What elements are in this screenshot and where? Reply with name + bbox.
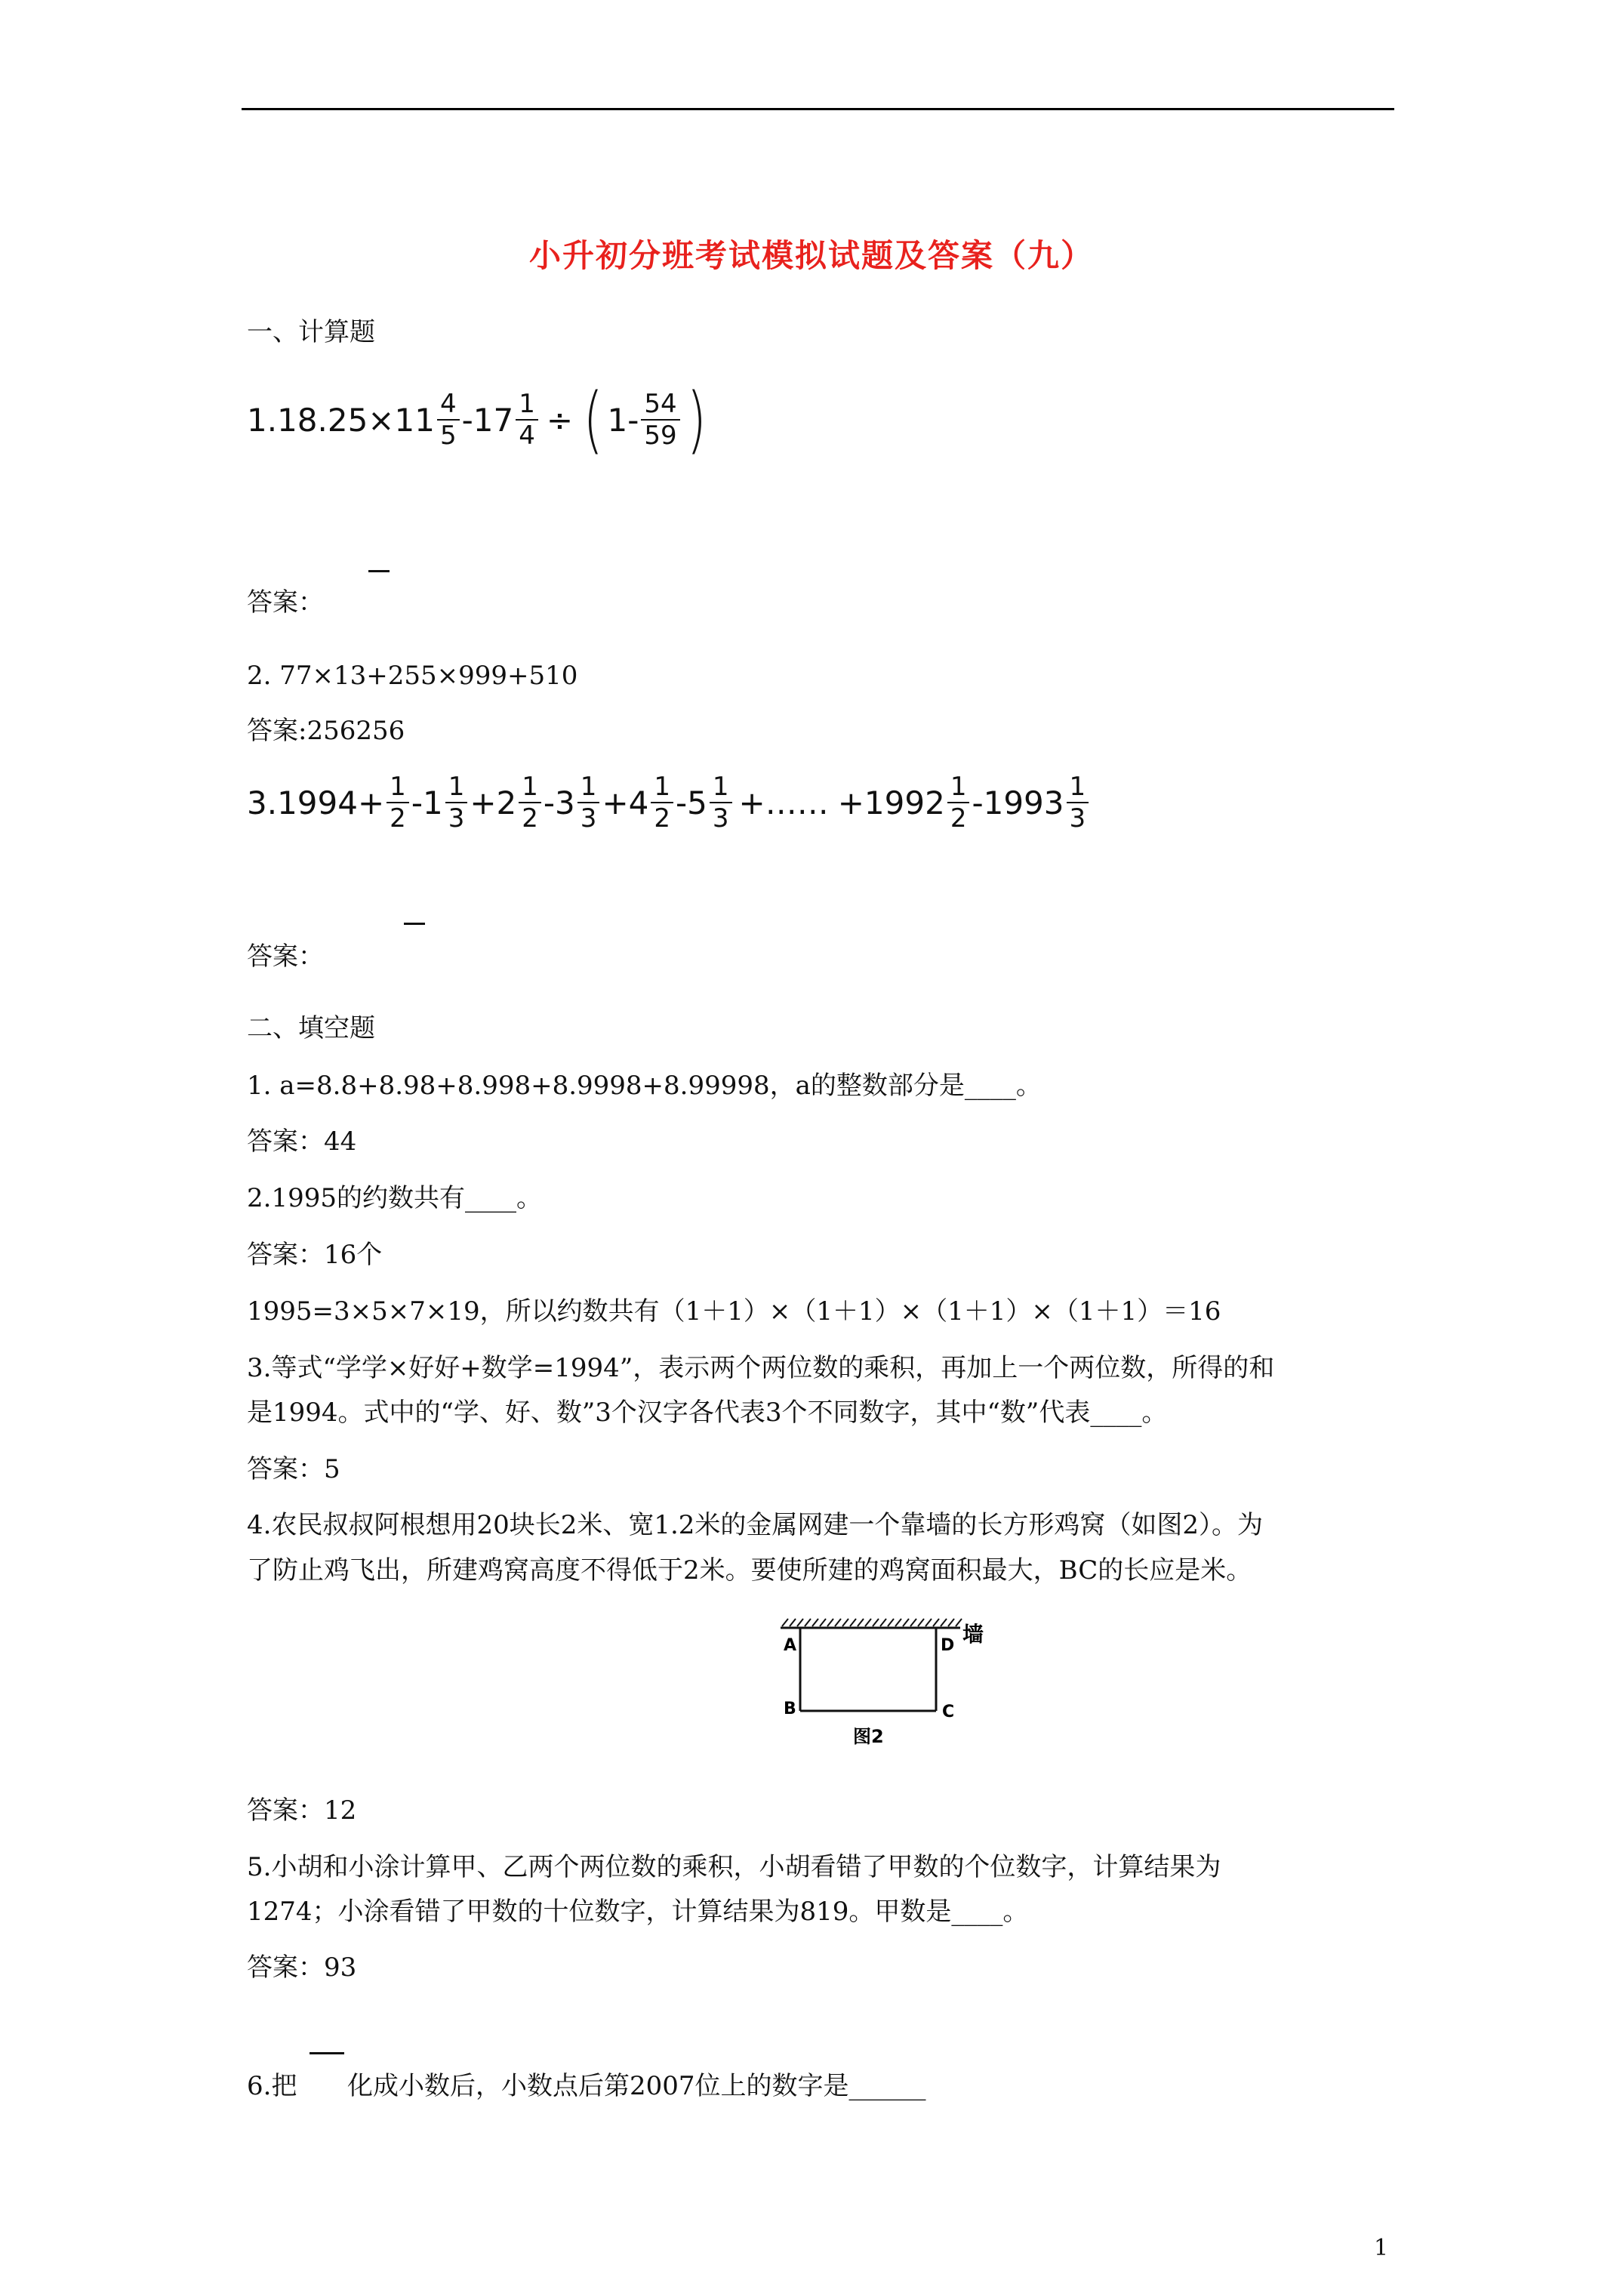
q3-answer: 答案： xyxy=(247,942,324,972)
wall-label: 墙 xyxy=(962,1622,984,1647)
q3-fraction-1 xyxy=(387,772,409,834)
fill-q3-line1: 3.等式“学学×好好+数学=1994”，表示两个两位数的乘积，再加上一个两位数，所得的和 xyxy=(247,1353,1275,1383)
q3-s5: +4 xyxy=(602,784,649,821)
fill-q6-text: 化成小数后，小数点后第2007位上的数字是______ xyxy=(347,2071,926,2101)
q1-fraction-1 xyxy=(437,389,460,451)
point-c-label: C xyxy=(942,1703,955,1721)
q3-f7-den: 2 xyxy=(950,803,967,834)
q1-fraction-2 xyxy=(516,389,538,451)
q3-s6: -5 xyxy=(676,784,707,821)
q3-f6-den: 3 xyxy=(712,803,729,834)
q1-answer: 答案： xyxy=(247,587,324,618)
fill-q5-line1: 5.小胡和小涂计算甲、乙两个两位数的乘积，小胡看错了甲数的个位数字，计算结果为 xyxy=(247,1852,1221,1882)
header-rule xyxy=(242,108,1394,110)
q3-f8-den: 3 xyxy=(1069,803,1086,834)
fill-q2-text: 2.1995的约数共有____。 xyxy=(247,1183,542,1213)
q3-f3-den: 2 xyxy=(522,803,538,834)
figure-caption: 图2 xyxy=(853,1726,884,1747)
point-b-label: B xyxy=(784,1700,796,1718)
q1-answer-fraction-bar xyxy=(368,570,390,572)
q2-answer: 答案:256256 xyxy=(247,716,405,746)
q3-t1: 3.1994 xyxy=(247,784,358,821)
q3-f2-num: 1 xyxy=(445,772,468,803)
q3-answer-fraction-bar xyxy=(404,923,425,925)
q3-s2: -1 xyxy=(411,784,443,821)
q3-fraction-2 xyxy=(445,772,468,834)
q3-f4-num: 1 xyxy=(577,772,600,803)
q3-f5-num: 1 xyxy=(651,772,673,803)
fill-q4-line2: 了防止鸡飞出，所建鸡窝高度不得低于2米。要使所建的鸡窝面积最大，BC的长应是米。 xyxy=(247,1555,1252,1586)
q3-f7-num: 1 xyxy=(947,772,970,803)
section1-heading: 一、计算题 xyxy=(247,317,375,347)
fill-q5-line2: 1274；小涂看错了甲数的十位数字，计算结果为819。甲数是____。 xyxy=(247,1897,1029,1927)
point-a-label: A xyxy=(784,1636,797,1655)
q3-f8-num: 1 xyxy=(1067,772,1089,803)
q1-f1-num: 4 xyxy=(437,389,460,421)
q3-s9: -1993 xyxy=(972,784,1064,821)
figure-2-coop-diagram xyxy=(770,1617,996,1761)
q6-fraction-bar xyxy=(310,2052,344,2054)
coop-rectangle xyxy=(800,1628,936,1711)
q3-f6-num: 1 xyxy=(710,772,732,803)
q1-f3-num: 54 xyxy=(641,389,679,421)
q3-fraction-5 xyxy=(651,772,673,834)
wall-hatching xyxy=(781,1619,962,1628)
fill-q4-line1: 4.农民叔叔阿根想用20块长2米、宽1.2米的金属网建一个靠墙的长方形鸡窝（如图2）。为 xyxy=(247,1510,1264,1540)
q1-fraction-3 xyxy=(641,389,679,451)
fill-q3-line2: 是1994。式中的“学、好、数”3个汉字各代表3个不同数字，其中“数”代表____。 xyxy=(247,1398,1168,1428)
q3-f2-den: 3 xyxy=(448,803,465,834)
q3-fraction-6 xyxy=(710,772,732,834)
fill-q3-answer: 答案：5 xyxy=(247,1454,340,1484)
q3-s8: +1992 xyxy=(837,784,945,821)
q3-s3: +2 xyxy=(470,784,517,821)
q3-f5-den: 2 xyxy=(654,803,670,834)
q1-f1-den: 5 xyxy=(439,421,457,451)
q1-expression xyxy=(247,378,710,462)
q3-expression xyxy=(247,772,1091,834)
q3-fraction-3 xyxy=(519,772,541,834)
fill-q2-explanation: 1995=3×5×7×19，所以约数共有（1＋1）×（1＋1）×（1＋1）×（1＋1）＝16 xyxy=(247,1296,1221,1327)
q3-fraction-8 xyxy=(1067,772,1089,834)
q3-f1-num: 1 xyxy=(387,772,409,803)
q3-f4-den: 3 xyxy=(580,803,597,834)
q3-s4: -3 xyxy=(543,784,575,821)
q3-f3-num: 1 xyxy=(519,772,541,803)
page-number: 1 xyxy=(1374,2235,1389,2261)
fill-q5-answer: 答案：93 xyxy=(247,1952,357,1983)
q3-f1-den: 2 xyxy=(390,803,406,834)
q1-paren-close: ) xyxy=(686,378,707,462)
fill-q1-text: 1. a=8.8+8.98+8.998+8.9998+8.99998，a的整数部分是____。 xyxy=(247,1071,1042,1101)
fill-q4-answer: 答案：12 xyxy=(247,1795,357,1826)
q3-s7: +…… xyxy=(738,784,829,821)
document-title: 小升初分班考试模拟试题及答案（九） xyxy=(528,237,1094,274)
q1-paren-open: ( xyxy=(583,378,603,462)
q1-mid1: -17 xyxy=(461,401,514,439)
q2-text: 2. 77×13+255×999+510 xyxy=(247,661,578,691)
q1-mid2: ÷ xyxy=(546,401,574,439)
fill-q1-answer: 答案：44 xyxy=(247,1126,357,1157)
q1-f3-den: 59 xyxy=(644,421,677,451)
fill-q6-prefix: 6.把 xyxy=(247,2071,297,2101)
fill-q2-answer: 答案：16个 xyxy=(247,1240,383,1270)
q1-one-minus: 1- xyxy=(607,401,639,439)
q1-f2-num: 1 xyxy=(516,389,538,421)
q1-f2-den: 4 xyxy=(519,421,535,451)
section2-heading: 二、填空题 xyxy=(247,1013,375,1043)
q3-fraction-4 xyxy=(577,772,600,834)
q3-fraction-7 xyxy=(947,772,970,834)
coop-diagram-svg xyxy=(770,1617,996,1761)
q1-prefix: 1.18.25×11 xyxy=(247,401,435,439)
point-d-label: D xyxy=(941,1636,955,1655)
q3-s1: + xyxy=(357,784,385,821)
